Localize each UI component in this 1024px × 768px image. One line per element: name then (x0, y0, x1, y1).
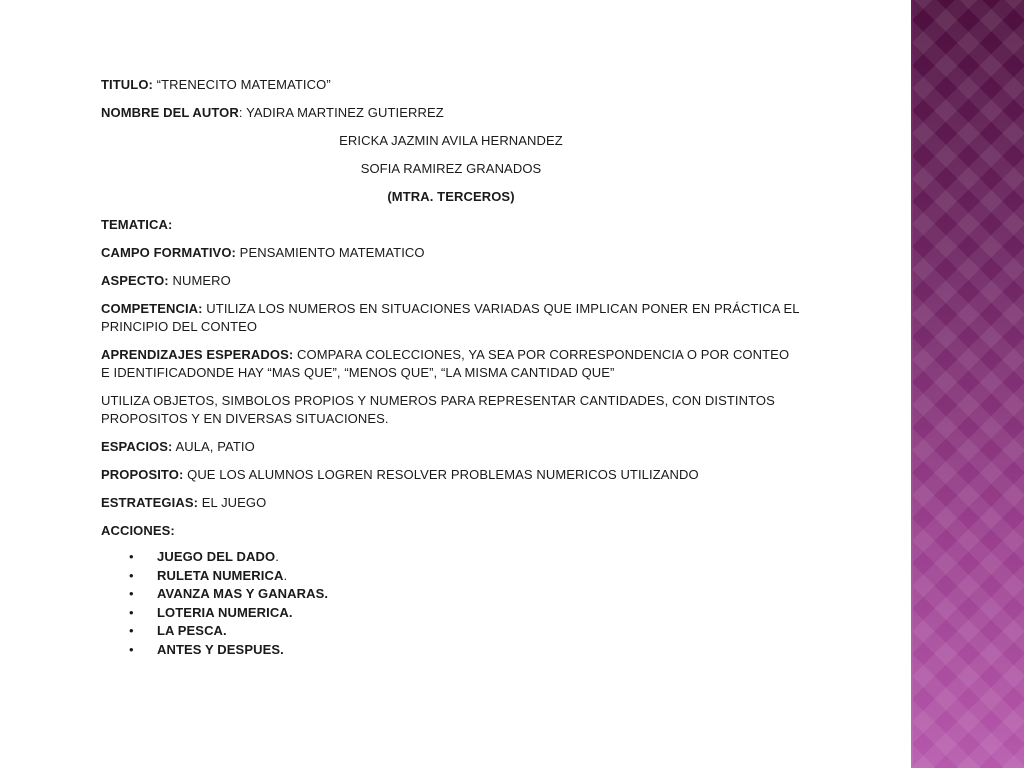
espacios-label: ESPACIOS: (101, 439, 173, 454)
proposito-value: QUE LOS ALUMNOS LOGREN RESOLVER PROBLEMAS NUMERICOS UTILIZANDO (183, 467, 699, 482)
acciones-line (101, 522, 801, 540)
list-item (129, 641, 801, 660)
autor-nota: (MTRA. TERCEROS) (387, 189, 515, 204)
bullet-icon: • (129, 586, 134, 602)
coautor-1: ERICKA JAZMIN AVILA HERNANDEZ (339, 133, 563, 148)
espacios-value: AULA, PATIO (172, 439, 255, 454)
list-item-text: RULETA NUMERICA (157, 567, 284, 583)
tematica-label: TEMATICA: (101, 217, 173, 232)
decorative-sidebar (913, 0, 1024, 768)
acciones-list (129, 548, 801, 660)
proposito-line (101, 466, 801, 484)
campo-line (101, 244, 801, 262)
tematica-line (101, 216, 801, 234)
list-item-text: LA PESCA. (157, 623, 227, 639)
list-item-text: LOTERIA NUMERICA. (157, 604, 293, 620)
titulo-line (101, 76, 801, 94)
aspecto-label: ASPECTO: (101, 273, 169, 288)
bullet-icon: • (129, 604, 134, 620)
list-item (129, 567, 801, 586)
document-content (101, 76, 801, 660)
list-item-suffix: . (283, 567, 288, 583)
aprendizajes-line (101, 346, 801, 382)
list-item-text: JUEGO DEL DADO (157, 549, 276, 564)
list-item (129, 585, 801, 604)
list-item (129, 604, 801, 623)
competencia-value: UTILIZA LOS NUMEROS EN SITUACIONES VARIADAS QUE IMPLICAN PONER EN PRÁCTICA EL PRINCIPIO DEL CONTEO (101, 301, 800, 334)
aprendizajes-label: APRENDIZAJES ESPERADOS: (101, 347, 294, 362)
campo-value: PENSAMIENTO MATEMATICO (235, 245, 425, 260)
bullet-icon: • (129, 623, 134, 639)
acciones-label: ACCIONES: (101, 523, 175, 538)
bullet-icon: • (129, 641, 134, 657)
autor-line (101, 104, 801, 122)
list-item-text: ANTES Y DESPUES. (157, 641, 284, 657)
coautor-2: SOFIA RAMIREZ GRANADOS (360, 161, 542, 176)
titulo-value: “TRENECITO MATEMATICO” (152, 77, 331, 92)
autor-label: NOMBRE DEL AUTOR (101, 105, 239, 120)
aspecto-value: NUMERO (168, 273, 231, 288)
competencia-line (101, 300, 801, 336)
competencia-label: COMPETENCIA: (101, 301, 203, 316)
campo-label: CAMPO FORMATIVO: (101, 245, 236, 260)
list-item (129, 548, 801, 567)
aspecto-line (101, 272, 801, 290)
espacios-line (101, 438, 801, 456)
utiliza-line: UTILIZA OBJETOS, SIMBOLOS PROPIOS Y NUMEROS PARA REPRESENTAR CANTIDADES, CON DISTINTOS PROPOSITOS Y EN DIVERSAS SITUACIONES. (101, 393, 775, 426)
estrategias-label: ESTRATEGIAS: (101, 495, 199, 510)
titulo-label: TITULO: (101, 77, 153, 92)
list-item (129, 622, 801, 641)
estrategias-value: EL JUEGO (198, 495, 267, 510)
bullet-icon: • (129, 549, 134, 564)
estrategias-line (101, 494, 801, 512)
aprendizajes-value: COMPARA COLECCIONES, YA SEA POR CORRESPONDENCIA O POR CONTEO E IDENTIFICADONDE HAY “MAS QUE”, “MENOS QUE”, “LA MISMA CANTIDAD QUE” (101, 347, 790, 380)
list-item-text: AVANZA MAS Y GANARAS. (157, 586, 329, 602)
list-item-suffix: . (275, 549, 279, 564)
bullet-icon: • (129, 567, 134, 583)
proposito-label: PROPOSITO: (101, 467, 184, 482)
autor-value: : YADIRA MARTINEZ GUTIERREZ (238, 105, 444, 120)
